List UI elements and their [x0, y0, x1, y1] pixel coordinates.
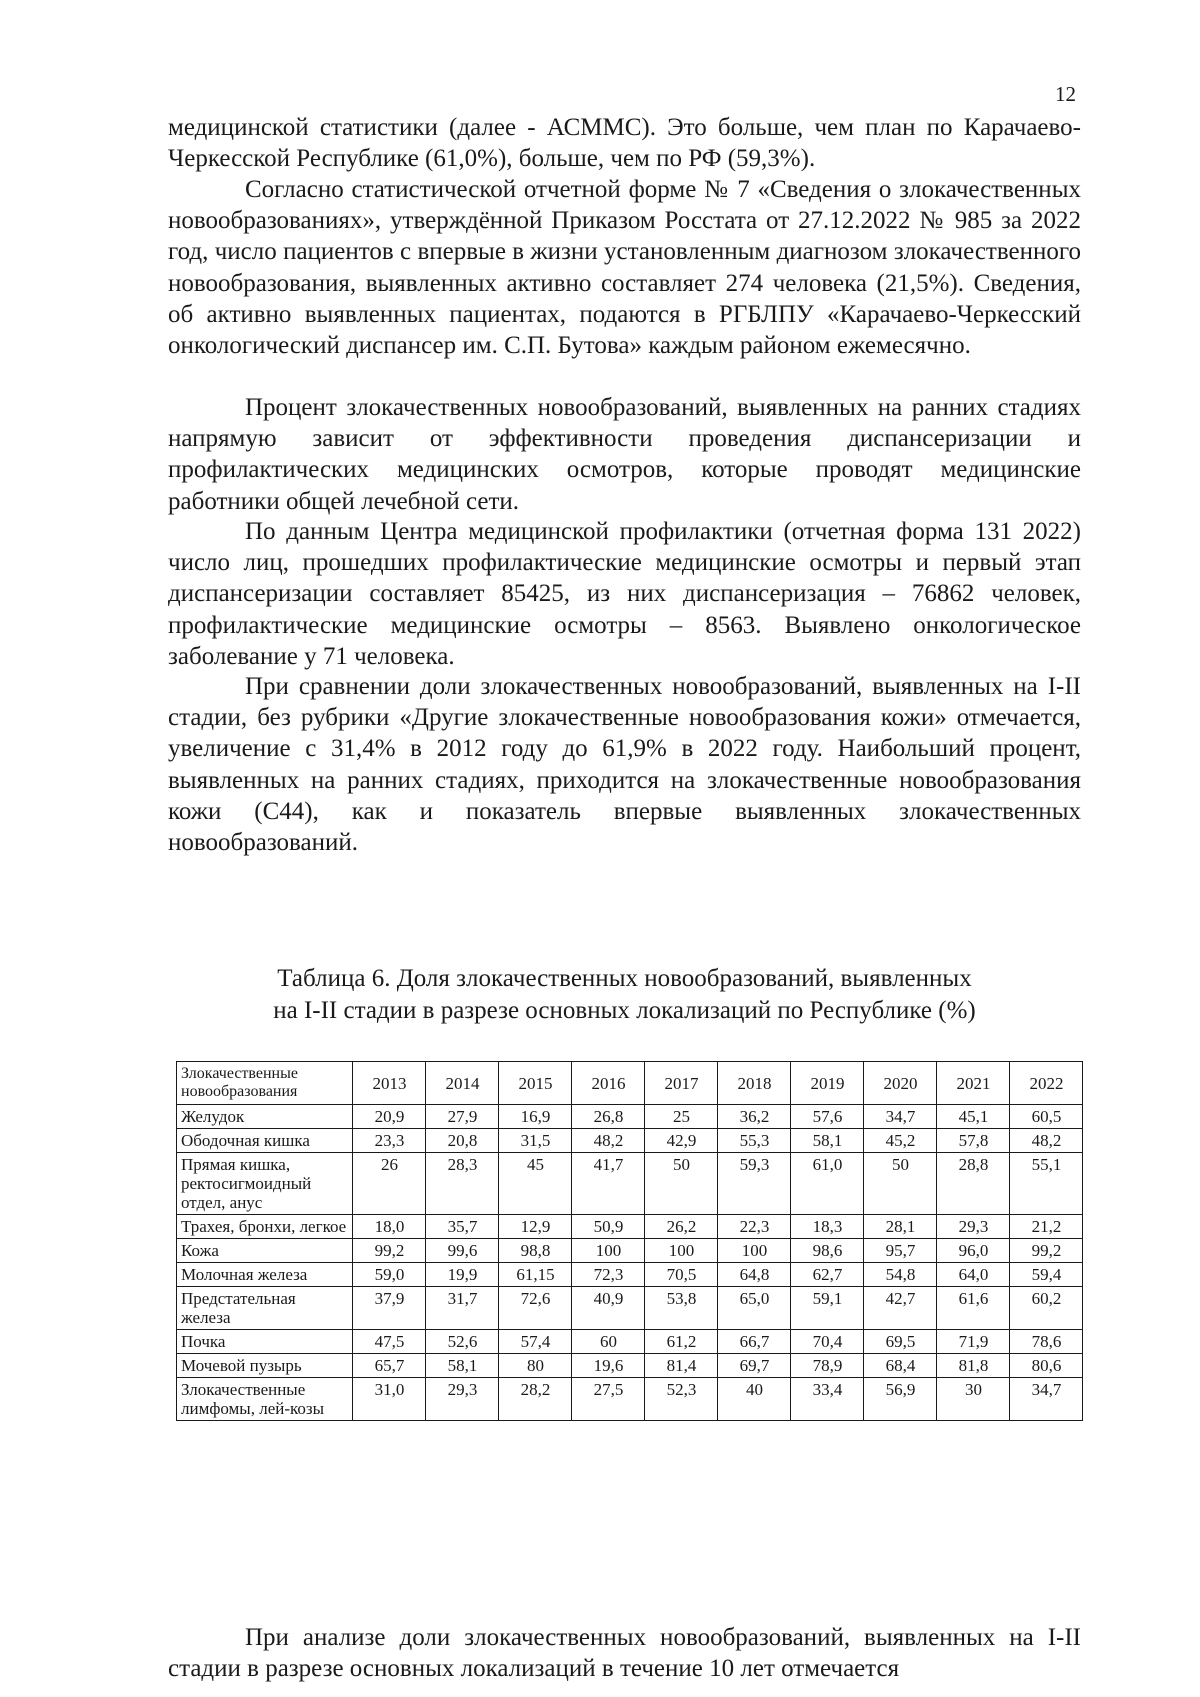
table-cell: 26	[353, 1153, 426, 1215]
table-cell: 59,1	[791, 1287, 864, 1330]
table-row	[177, 1330, 1083, 1354]
table-cell: 26,2	[645, 1215, 718, 1239]
row-label: Кожа	[177, 1239, 353, 1263]
table-cell: 65,0	[718, 1287, 791, 1330]
table-cell: 30	[937, 1378, 1010, 1421]
table-cell: 41,7	[572, 1153, 645, 1215]
table-cell: 60	[572, 1330, 645, 1354]
table-caption-line-2: на I-II стадии в разрезе основных локализаций по Республике (%)	[273, 997, 976, 1024]
row-label: Ободочная кишка	[177, 1129, 353, 1153]
table-cell: 21,2	[1010, 1215, 1083, 1239]
table-cell: 66,7	[718, 1330, 791, 1354]
table-cell: 99,2	[1010, 1239, 1083, 1263]
paragraph-continuation: медицинской статистики (далее - АСММС). Это больше, чем план по Карачаево-Черкесской Республике (61,0%), больше, чем по РФ (59,3%).	[168, 114, 1081, 173]
table-cell: 56,9	[864, 1378, 937, 1421]
table-cell: 78,6	[1010, 1330, 1083, 1354]
table-row	[177, 1153, 1083, 1215]
table-cell: 81,4	[645, 1354, 718, 1378]
table-cell: 50,9	[572, 1215, 645, 1239]
table-cell: 19,9	[426, 1263, 499, 1287]
corner-header: Злокачественные новообразования	[177, 1062, 353, 1105]
table-cell: 57,4	[499, 1330, 572, 1354]
paragraph-early-stage: Процент злокачественных новообразований, выявленных на ранних стадиях напрямую зависит от эффективности проведения диспансеризации и профилактических медицинских осмотров, которые проводят медицинские работники общей лечебной сети.	[168, 394, 1081, 515]
table-cell: 31,5	[499, 1129, 572, 1153]
table-cell: 20,8	[426, 1129, 499, 1153]
table-header-row	[177, 1062, 1083, 1105]
year-header: 2020	[864, 1062, 937, 1105]
table-cell: 98,8	[499, 1239, 572, 1263]
row-label: Почка	[177, 1330, 353, 1354]
table-cell: 80	[499, 1354, 572, 1378]
table-cell: 72,3	[572, 1263, 645, 1287]
table-cell: 28,1	[864, 1215, 937, 1239]
table-cell: 52,6	[426, 1330, 499, 1354]
row-label: Мочевой пузырь	[177, 1354, 353, 1378]
table-cell: 61,0	[791, 1153, 864, 1215]
row-label: Трахея, бронхи, легкое	[177, 1215, 353, 1239]
table-cell: 57,6	[791, 1105, 864, 1129]
table-cell: 18,0	[353, 1215, 426, 1239]
table-cell: 99,6	[426, 1239, 499, 1263]
year-header: 2022	[1010, 1062, 1083, 1105]
table-cell: 27,5	[572, 1378, 645, 1421]
table-cell: 72,6	[499, 1287, 572, 1330]
paragraph-comparison: При сравнении доли злокачественных новообразований, выявленных на I-II стадии, без рубрики «Другие злокачественные новообразования кожи» отмечается, увеличение с 31,4% в 2012 году до 61,9% в 2022 году. Наибольший процент, выявленных на ранних стадиях, приходится на злокачественные новообразования кожи (С44), как и показатель впервые выявленных злокачественных новообразований.	[168, 673, 1081, 857]
table-cell: 29,3	[426, 1378, 499, 1421]
year-header: 2013	[353, 1062, 426, 1105]
table-cell: 80,6	[1010, 1354, 1083, 1378]
table-cell: 45	[499, 1153, 572, 1215]
row-label: Желудок	[177, 1105, 353, 1129]
table-cell: 12,9	[499, 1215, 572, 1239]
table-cell: 45,1	[937, 1105, 1010, 1129]
table-cell: 65,7	[353, 1354, 426, 1378]
table-cell: 61,2	[645, 1330, 718, 1354]
table-cell: 37,9	[353, 1287, 426, 1330]
table-cell: 100	[718, 1239, 791, 1263]
table-cell: 31,7	[426, 1287, 499, 1330]
table-cell: 58,1	[791, 1129, 864, 1153]
year-header: 2019	[791, 1062, 864, 1105]
table-cell: 71,9	[937, 1330, 1010, 1354]
table-cell: 50	[645, 1153, 718, 1215]
table-cell: 42,9	[645, 1129, 718, 1153]
row-label: Прямая кишка, ректосигмоидный отдел, анус	[177, 1153, 353, 1215]
table-cell: 100	[572, 1239, 645, 1263]
table-cell: 34,7	[864, 1105, 937, 1129]
table-cell: 31,0	[353, 1378, 426, 1421]
year-header: 2018	[718, 1062, 791, 1105]
table-cell: 36,2	[718, 1105, 791, 1129]
table-row	[177, 1215, 1083, 1239]
table-cell: 16,9	[499, 1105, 572, 1129]
table-cell: 54,8	[864, 1263, 937, 1287]
table-row	[177, 1263, 1083, 1287]
table-cell: 19,6	[572, 1354, 645, 1378]
table-cell: 22,3	[718, 1215, 791, 1239]
table-cell: 40,9	[572, 1287, 645, 1330]
row-label: Молочная железа	[177, 1263, 353, 1287]
table-cell: 48,2	[572, 1129, 645, 1153]
table-cell: 42,7	[864, 1287, 937, 1330]
table-cell: 28,2	[499, 1378, 572, 1421]
table-cell: 60,2	[1010, 1287, 1083, 1330]
table-cell: 59,4	[1010, 1263, 1083, 1287]
table-cell: 33,4	[791, 1378, 864, 1421]
table-cell: 64,0	[937, 1263, 1010, 1287]
table-cell: 18,3	[791, 1215, 864, 1239]
table-cell: 70,4	[791, 1330, 864, 1354]
table-cell: 26,8	[572, 1105, 645, 1129]
table-cell: 70,5	[645, 1263, 718, 1287]
page-number: 12	[1055, 82, 1076, 106]
table-cell: 23,3	[353, 1129, 426, 1153]
table-cell: 60,5	[1010, 1105, 1083, 1129]
table-row	[177, 1239, 1083, 1263]
table-cell: 45,2	[864, 1129, 937, 1153]
table-cell: 29,3	[937, 1215, 1010, 1239]
table-cell: 61,15	[499, 1263, 572, 1287]
table-cell: 25	[645, 1105, 718, 1129]
table-cell: 62,7	[791, 1263, 864, 1287]
table-cell: 98,6	[791, 1239, 864, 1263]
row-label: Предстательная железа	[177, 1287, 353, 1330]
table-cell: 69,5	[864, 1330, 937, 1354]
table-cell: 47,5	[353, 1330, 426, 1354]
early-stage-table	[176, 1061, 1083, 1421]
table-cell: 50	[864, 1153, 937, 1215]
table-cell: 48,2	[1010, 1129, 1083, 1153]
table-cell: 34,7	[1010, 1378, 1083, 1421]
paragraph-analysis: При анализе доли злокачественных новообразований, выявленных на I-II стадии в разрезе основных локализаций в течение 10 лет отмечается	[168, 1624, 1081, 1683]
table-row	[177, 1129, 1083, 1153]
table-cell: 58,1	[426, 1354, 499, 1378]
table-cell: 57,8	[937, 1129, 1010, 1153]
table-caption	[168, 963, 1081, 1027]
paragraph-form-7: Согласно статистической отчетной форме № 7 «Сведения о злокачественных новообразованиях», утверждённой Приказом Росстата от 27.12.2022 № 985 за 2022 год, число пациентов с впервые в жизни установленным диагнозом злокачественного новообразования, выявленных активно составляет 274 человека (21,5%). Сведения, об активно выявленных пациентах, подаются в РГБЛПУ «Карачаево-Черкесский онкологический диспансер им. С.П. Бутова» каждым районом ежемесячно.	[168, 176, 1081, 360]
table-cell: 27,9	[426, 1105, 499, 1129]
table-row	[177, 1354, 1083, 1378]
table-cell: 99,2	[353, 1239, 426, 1263]
row-label: Злокачественные лимфомы, лей-козы	[177, 1378, 353, 1421]
table-cell: 64,8	[718, 1263, 791, 1287]
table-cell: 55,3	[718, 1129, 791, 1153]
table-cell: 35,7	[426, 1215, 499, 1239]
table-row	[177, 1378, 1083, 1421]
table-cell: 40	[718, 1378, 791, 1421]
table-cell: 52,3	[645, 1378, 718, 1421]
table-cell: 28,3	[426, 1153, 499, 1215]
table-row	[177, 1105, 1083, 1129]
table-cell: 68,4	[864, 1354, 937, 1378]
table-cell: 69,7	[718, 1354, 791, 1378]
table-cell: 95,7	[864, 1239, 937, 1263]
table-cell: 61,6	[937, 1287, 1010, 1330]
table-cell: 20,9	[353, 1105, 426, 1129]
table-cell: 55,1	[1010, 1153, 1083, 1215]
table-cell: 59,3	[718, 1153, 791, 1215]
table-caption-line-1: Таблица 6. Доля злокачественных новообразований, выявленных	[277, 965, 972, 992]
table-cell: 53,8	[645, 1287, 718, 1330]
year-header: 2017	[645, 1062, 718, 1105]
table-cell: 100	[645, 1239, 718, 1263]
year-header: 2014	[426, 1062, 499, 1105]
paragraph-prevention-center: По данным Центра медицинской профилактики (отчетная форма 131 2022) число лиц, прошедших профилактические медицинские осмотры и первый этап диспансеризации составляет 85425, из них диспансеризация – 76862 человек, профилактические медицинские осмотры – 8563. Выявлено онкологическое заболевание у 71 человека.	[168, 518, 1081, 670]
table-cell: 59,0	[353, 1263, 426, 1287]
table-cell: 96,0	[937, 1239, 1010, 1263]
year-header: 2021	[937, 1062, 1010, 1105]
year-header: 2015	[499, 1062, 572, 1105]
table-cell: 81,8	[937, 1354, 1010, 1378]
year-header: 2016	[572, 1062, 645, 1105]
table-cell: 78,9	[791, 1354, 864, 1378]
table-cell: 28,8	[937, 1153, 1010, 1215]
table-row	[177, 1287, 1083, 1330]
